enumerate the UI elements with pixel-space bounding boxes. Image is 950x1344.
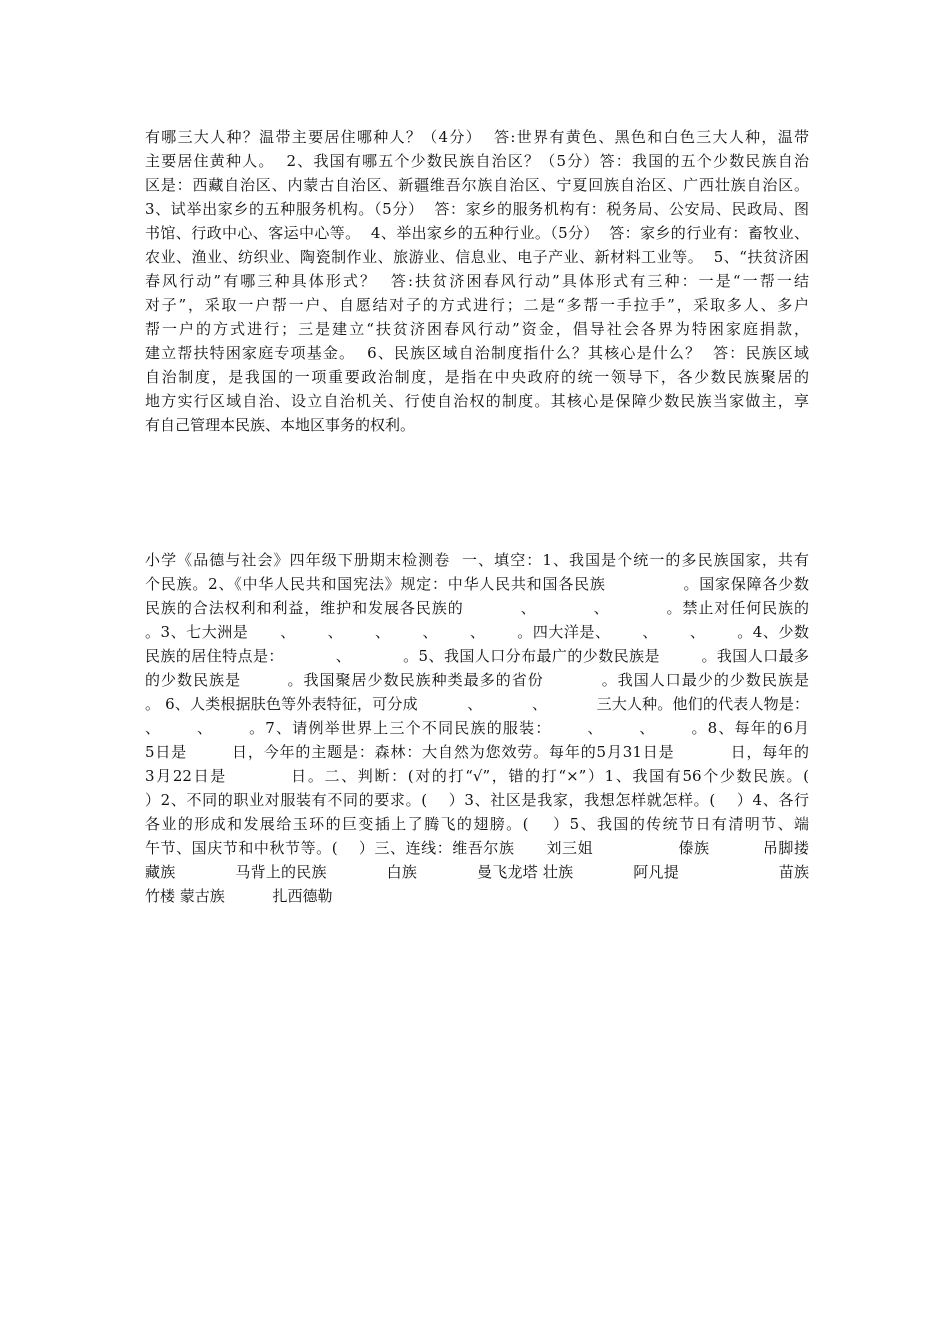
answers-line-6: 农业、渔业、纺织业、陶瓷制作业、旅游业、信息业、电子产业、新材料工业等。 5、“扶贫济困 xyxy=(145,248,809,266)
answers-line-9: 帮一户的方式进行；三是建立“扶贫济困春风行动”资金，倡导社会各界为特困家庭捐款， xyxy=(145,320,809,338)
test-line-10: 3月22日是 日。二、判断：(对的打“√”，错的打“×”）1、我国有56个少数民族。( xyxy=(145,767,809,785)
answers-line-12: 地方实行区域自治、设立自治机关、行使自治权的制度。其核心是保障少数民族当家做主，享 xyxy=(145,392,809,410)
test-paper-section xyxy=(145,548,809,908)
answers-line-13: 有自己管理本民族、本地区事务的权利。 xyxy=(145,416,416,434)
test-line-12: 各业的形成和发展给玉环的巨变插上了腾飞的翅膀。( ）5、我国的传统节日有清明节、端 xyxy=(145,815,809,833)
test-line-3: 民族的合法权利和利益，维护和发展各民族的 、 、 。禁止对任何民族的 xyxy=(145,599,809,617)
test-line-7: 。 6、人类根据肤色等外表特征，可分成 、 、 三大人种。他们的代表人物是： xyxy=(145,695,809,713)
test-line-1: 小学《品德与社会》四年级下册期末检测卷 一、填空：1、我国是个统一的多民族国家，共有 xyxy=(145,551,809,569)
answers-line-4: 3、试举出家乡的五种服务机构。（5分） 答：家乡的服务机构有：税务局、公安局、民政局、图 xyxy=(145,200,809,218)
test-line-15: 竹楼 蒙古族 扎西德勒 xyxy=(145,887,333,905)
test-line-5: 民族的居住特点是： 、 。5、我国人口分布最广的少数民族是 。我国人口最多 xyxy=(145,647,809,665)
test-line-2: 个民族。2、《中华人民共和国宪法》规定：中华人民共和国各民族 。国家保障各少数 xyxy=(145,575,809,593)
answers-line-2: 主要居住黄种人。 2、我国有哪五个少数民族自治区？（5分）答：我国的五个少数民族自治 xyxy=(145,152,809,170)
answers-line-5: 书馆、行政中心、客运中心等。 4、举出家乡的五种行业。（5分） 答：家乡的行业有：畜牧业、 xyxy=(145,224,809,242)
test-line-6: 的少数民族是 。我国聚居少数民族种类最多的省份 。我国人口最少的少数民族是 xyxy=(145,671,809,689)
answers-line-1: 有哪三大人种？温带主要居住哪种人？（4分） 答:世界有黄色、黑色和白色三大人种，温带 xyxy=(145,128,809,146)
answers-line-3: 区是：西藏自治区、内蒙古自治区、新疆维吾尔族自治区、宁夏回族自治区、广西壮族自治区。 xyxy=(145,176,809,194)
test-line-14: 藏族 马背上的民族 白族 曼飞龙塔 壮族 阿凡提 苗族 xyxy=(145,863,809,881)
answers-line-8: 对子”，采取一户帮一户、自愿结对子的方式进行；二是“多帮一手拉手”，采取多人、多户 xyxy=(145,296,809,314)
answers-line-11: 自治制度，是我国的一项重要政治制度，是指在中央政府的统一领导下，各少数民族聚居的 xyxy=(145,368,809,386)
test-line-11: ）2、不同的职业对服装有不同的要求。( ）3、社区是我家，我想怎样就怎样。( ）4、各行 xyxy=(145,791,809,809)
test-line-4: 。3、七大洲是 、 、 、 、 、 。四大洋是、 、 、 。4、少数 xyxy=(145,623,809,641)
answers-line-7: 春风行动”有哪三种具体形式？ 答:扶贫济困春风行动”具体形式有三种：一是“一帮一结 xyxy=(145,272,809,290)
answers-section xyxy=(145,125,809,437)
test-line-9: 5日是 日，今年的主题是：森林：大自然为您效劳。每年的5月31日是 日，每年的 xyxy=(145,743,809,761)
test-line-13: 午节、国庆节和中秋节等。( ）三、连线：维吾尔族 刘三姐 傣族 吊脚搂 xyxy=(145,839,809,857)
test-line-8: 、 、 。7、请例举世界上三个不同民族的服装： 、 、 。8、每年的6月 xyxy=(145,719,809,737)
answers-line-10: 建立帮扶特困家庭专项基金。 6、民族区域自治制度指什么？其核心是什么？ 答：民族区域 xyxy=(145,344,809,362)
